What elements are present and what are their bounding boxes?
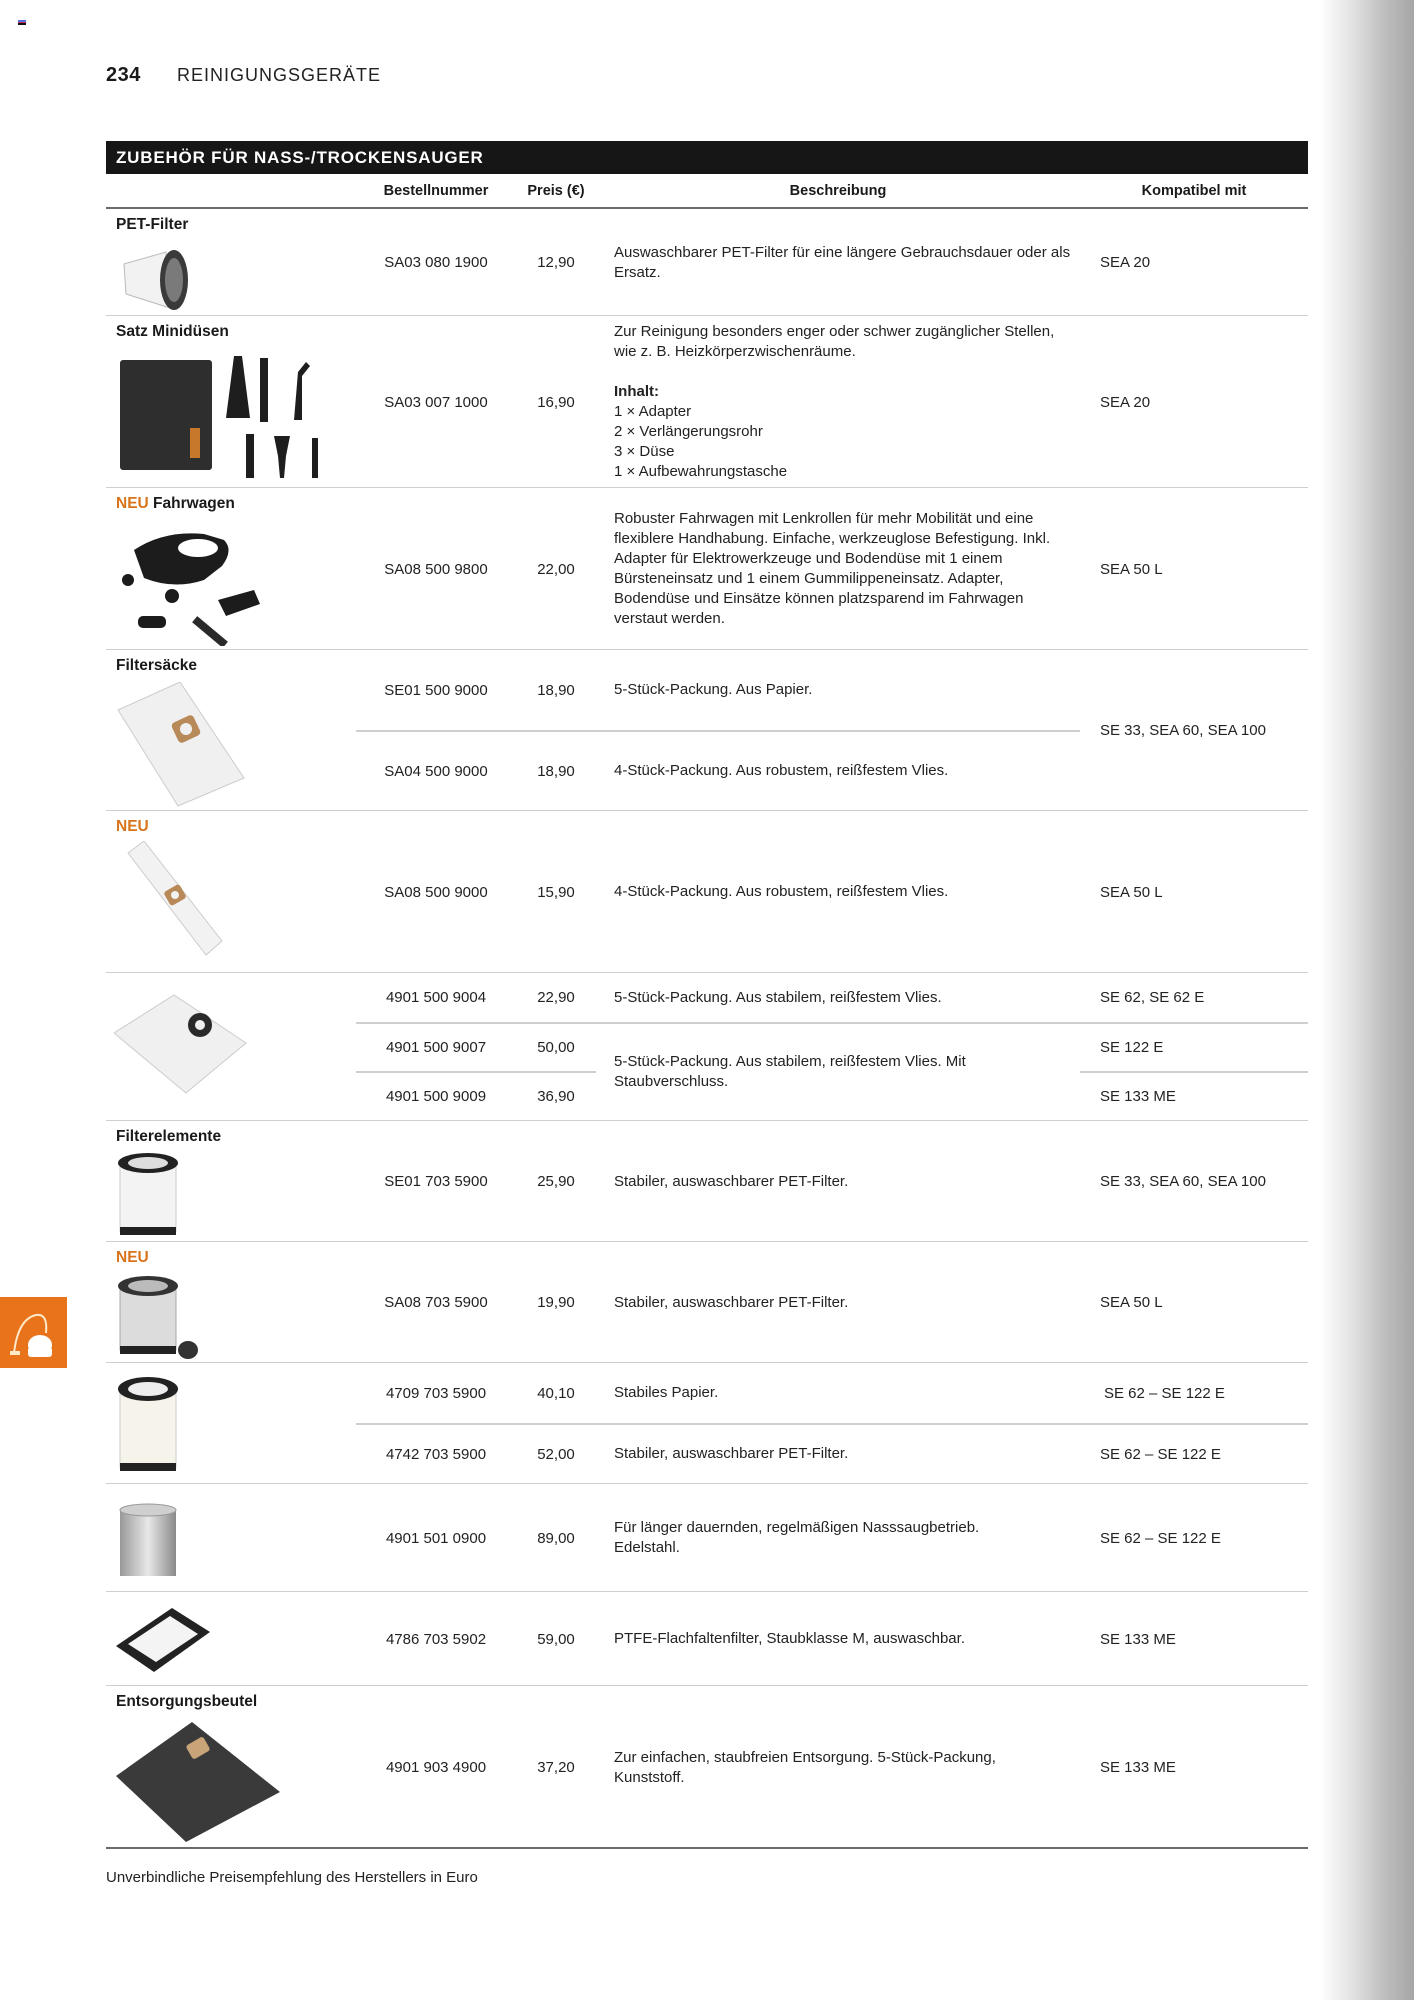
- compatible: SEA 50 L: [1100, 1294, 1163, 1311]
- table-row: [106, 1592, 1308, 1686]
- compatible-cell: [1080, 1023, 1308, 1071]
- group-label: Satz Minidüsen: [116, 323, 229, 340]
- price: 59,00: [537, 1630, 575, 1648]
- compatible: SEA 50 L: [1100, 560, 1163, 578]
- order-number: 4901 903 4900: [385, 1759, 487, 1776]
- table-title: ZUBEHÖR FÜR NASS-/TROCKENSAUGER: [106, 141, 1308, 174]
- order-number: SA04 500 9000: [384, 762, 488, 780]
- contents-label: Inhalt:: [614, 383, 659, 400]
- compatible: SE 33, SEA 60, SEA 100: [1100, 722, 1266, 739]
- table-row: [106, 811, 1308, 973]
- order-number: 4742 703 5900: [385, 1445, 487, 1463]
- accessory-table: [106, 141, 1308, 1849]
- shared-description: [596, 1023, 1080, 1121]
- compatible: SEA 20: [1100, 393, 1151, 411]
- group-fleece-bags: [106, 973, 1308, 1121]
- table-row: [106, 1686, 1308, 1849]
- price: 50,00: [537, 1038, 575, 1056]
- price: 37,20: [537, 1759, 575, 1776]
- order-number: 4786 703 5902: [385, 1630, 487, 1648]
- cartridge-filter-image: [116, 1274, 206, 1362]
- price-footnote: Unverbindliche Preisempfehlung des Herstellers in Euro: [106, 1869, 478, 1886]
- description: Zur einfachen, staubfreien Entsorgung. 5-Stück-Packung, Kunststoff.: [614, 1748, 996, 1786]
- price: 16,90: [537, 393, 575, 411]
- group-flat-filter: [106, 1592, 1308, 1686]
- table-row: [106, 973, 1308, 1022]
- description: 4-Stück-Packung. Aus robustem, reißfestem Vlies.: [614, 762, 949, 779]
- price: 25,90: [537, 1173, 575, 1190]
- new-badge: NEU: [116, 495, 149, 512]
- table-row: [106, 488, 1308, 650]
- price: 40,10: [537, 1384, 575, 1402]
- description: 4-Stück-Packung. Aus robustem, reißfestem Vlies.: [614, 883, 949, 900]
- table-row: [106, 1072, 596, 1121]
- new-badge: NEU: [116, 1249, 149, 1266]
- group-label: [116, 495, 235, 513]
- group-disposal-bags: [106, 1686, 1308, 1849]
- group-filter-bag-new: [106, 811, 1308, 973]
- price: 22,90: [537, 989, 575, 1006]
- group-label: [116, 818, 149, 836]
- group-cartridge-new: [106, 1242, 1308, 1363]
- order-number: 4901 500 9004: [385, 989, 487, 1006]
- description: Stabiler, auswaschbarer PET-Filter.: [614, 1293, 849, 1311]
- description: Auswaschbarer PET-Filter für eine längere Gebrauchsdauer oder als Ersatz.: [614, 243, 1071, 281]
- compatible: SEA 50 L: [1100, 883, 1163, 901]
- description: 5-Stück-Packung. Aus stabilem, reißfestem Vlies. Mit Staubverschluss.: [614, 1053, 966, 1090]
- description: 5-Stück-Packung. Aus Papier.: [614, 681, 813, 698]
- order-number: 4901 501 0900: [385, 1529, 487, 1547]
- order-number: SA08 500 9000: [384, 883, 488, 901]
- group-label-text: Fahrwagen: [153, 495, 235, 512]
- price: 52,00: [537, 1445, 575, 1463]
- price: 15,90: [537, 883, 575, 901]
- price: 12,90: [537, 254, 575, 271]
- table-row: [106, 1121, 1308, 1242]
- table-row: [106, 1023, 596, 1071]
- group-cartridge-large: [106, 1363, 1308, 1484]
- group-filter-elements: [106, 1121, 1308, 1242]
- order-number: SE01 703 5900: [384, 1173, 488, 1190]
- mini-nozzle-set-image: [114, 348, 324, 484]
- order-number: SA08 703 5900: [384, 1294, 488, 1311]
- page-number: 234: [106, 64, 141, 86]
- order-number: 4901 500 9007: [385, 1038, 487, 1056]
- price: 18,90: [537, 762, 575, 780]
- compatible: SE 62 – SE 122 E: [1104, 1384, 1225, 1402]
- order-number: SA03 080 1900: [384, 254, 488, 271]
- stainless-filter-image: [116, 1502, 182, 1582]
- description: Stabiles Papier.: [614, 1384, 719, 1401]
- price: 89,00: [537, 1529, 575, 1547]
- table-row: [106, 731, 1080, 811]
- contents-item: 2 × Verlängerungsrohr: [614, 423, 763, 440]
- order-number: SA08 500 9800: [384, 560, 488, 578]
- page-edge-shadow: [1320, 0, 1414, 2000]
- order-number: SA03 007 1000: [384, 393, 488, 411]
- group-label: Entsorgungsbeutel: [116, 1693, 258, 1710]
- group-stainless-filter: [106, 1484, 1308, 1592]
- compatible: SE 122 E: [1100, 1038, 1164, 1056]
- group-label: Filtersäcke: [116, 657, 197, 674]
- contents-item: 1 × Adapter: [614, 403, 692, 420]
- compatible: SE 62 – SE 122 E: [1100, 1445, 1221, 1463]
- print-color-mark: [18, 20, 26, 26]
- table-row: [106, 650, 1080, 730]
- compatible: SE 62, SE 62 E: [1100, 989, 1205, 1006]
- contents-item: 1 × Aufbewahrungstasche: [614, 463, 788, 480]
- description: [596, 322, 1080, 482]
- order-number: 4901 500 9009: [385, 1088, 487, 1105]
- group-trolley: [106, 488, 1308, 650]
- group-pet-filter: [106, 209, 1308, 316]
- description-text: Zur Reinigung besonders enger oder schwer zugänglicher Stellen, wie z. B. Heizkörperzwischenräume.: [614, 323, 1055, 360]
- header-compatible: Kompatibel mit: [1141, 182, 1247, 199]
- header-price: Preis (€): [527, 182, 585, 199]
- price: 19,90: [537, 1294, 575, 1311]
- new-badge: NEU: [116, 818, 149, 835]
- page-header: [106, 64, 381, 87]
- compatible: SE 133 ME: [1100, 1759, 1176, 1776]
- vacuum-cleaner-icon: [0, 1297, 67, 1368]
- price: 18,90: [537, 681, 575, 699]
- description: Stabiler, auswaschbarer PET-Filter.: [614, 1172, 849, 1190]
- group-mini-nozzles: [106, 316, 1308, 488]
- compatible: SE 133 ME: [1100, 1630, 1176, 1648]
- table-row: [106, 1424, 1308, 1484]
- description: Robuster Fahrwagen mit Lenkrollen für mehr Mobilität und eine flexiblere Handhabung. Einfache, werkzeuglose Befestigung. Inkl. Adapter für Elektrowerkzeuge und Bodendüse mit 1 einem Bürsteneinsatz und 1 einem Gummilippeneinsatz. Adapter, Bodendüse und Einsätze können platzsparend im Fahrwagen verstaut werden.: [614, 510, 1051, 627]
- compatible-shared: [1080, 650, 1308, 811]
- description: 5-Stück-Packung. Aus stabilem, reißfestem Vlies.: [614, 988, 942, 1006]
- section-title: REINIGUNGSGERÄTE: [177, 65, 382, 85]
- trolley-image: [114, 520, 284, 646]
- group-label: Filterelemente: [116, 1128, 222, 1145]
- table-row: [106, 1363, 1308, 1423]
- cartridge-filter-image: [116, 1151, 182, 1239]
- group-label: PET-Filter: [116, 216, 189, 233]
- table-row: [106, 209, 1308, 316]
- compatible: SE 33, SEA 60, SEA 100: [1100, 1173, 1266, 1190]
- group-label: [116, 1249, 149, 1267]
- price: 36,90: [537, 1088, 575, 1105]
- filter-bag-image: [124, 841, 224, 967]
- header-order-number: Bestellnummer: [383, 182, 489, 199]
- disposal-bag-image: [114, 1722, 284, 1844]
- description: PTFE-Flachfaltenfilter, Staubklasse M, auswaschbar.: [614, 1630, 965, 1647]
- description: Stabiler, auswaschbarer PET-Filter.: [614, 1445, 849, 1462]
- contents-item: 3 × Düse: [614, 443, 675, 460]
- price: 22,00: [537, 560, 575, 578]
- category-tab[interactable]: [0, 1297, 67, 1368]
- flat-filter-image: [114, 1602, 214, 1678]
- compatible: SEA 20: [1100, 254, 1151, 271]
- header-description: Beschreibung: [789, 182, 887, 199]
- compatible: SE 133 ME: [1100, 1088, 1176, 1105]
- column-headers: [106, 174, 1308, 209]
- description: Für länger dauernden, regelmäßigen Nasssaugbetrieb. Edelstahl.: [614, 1519, 980, 1556]
- compatible-cell: [1080, 1072, 1308, 1121]
- pet-filter-image: [116, 242, 206, 314]
- table-row: [106, 1484, 1308, 1592]
- order-number: SE01 500 9000: [384, 681, 488, 699]
- group-filter-bags: [106, 650, 1308, 811]
- compatible: SE 62 – SE 122 E: [1100, 1529, 1221, 1547]
- table-row: [106, 1242, 1308, 1363]
- order-number: 4709 703 5900: [385, 1384, 487, 1402]
